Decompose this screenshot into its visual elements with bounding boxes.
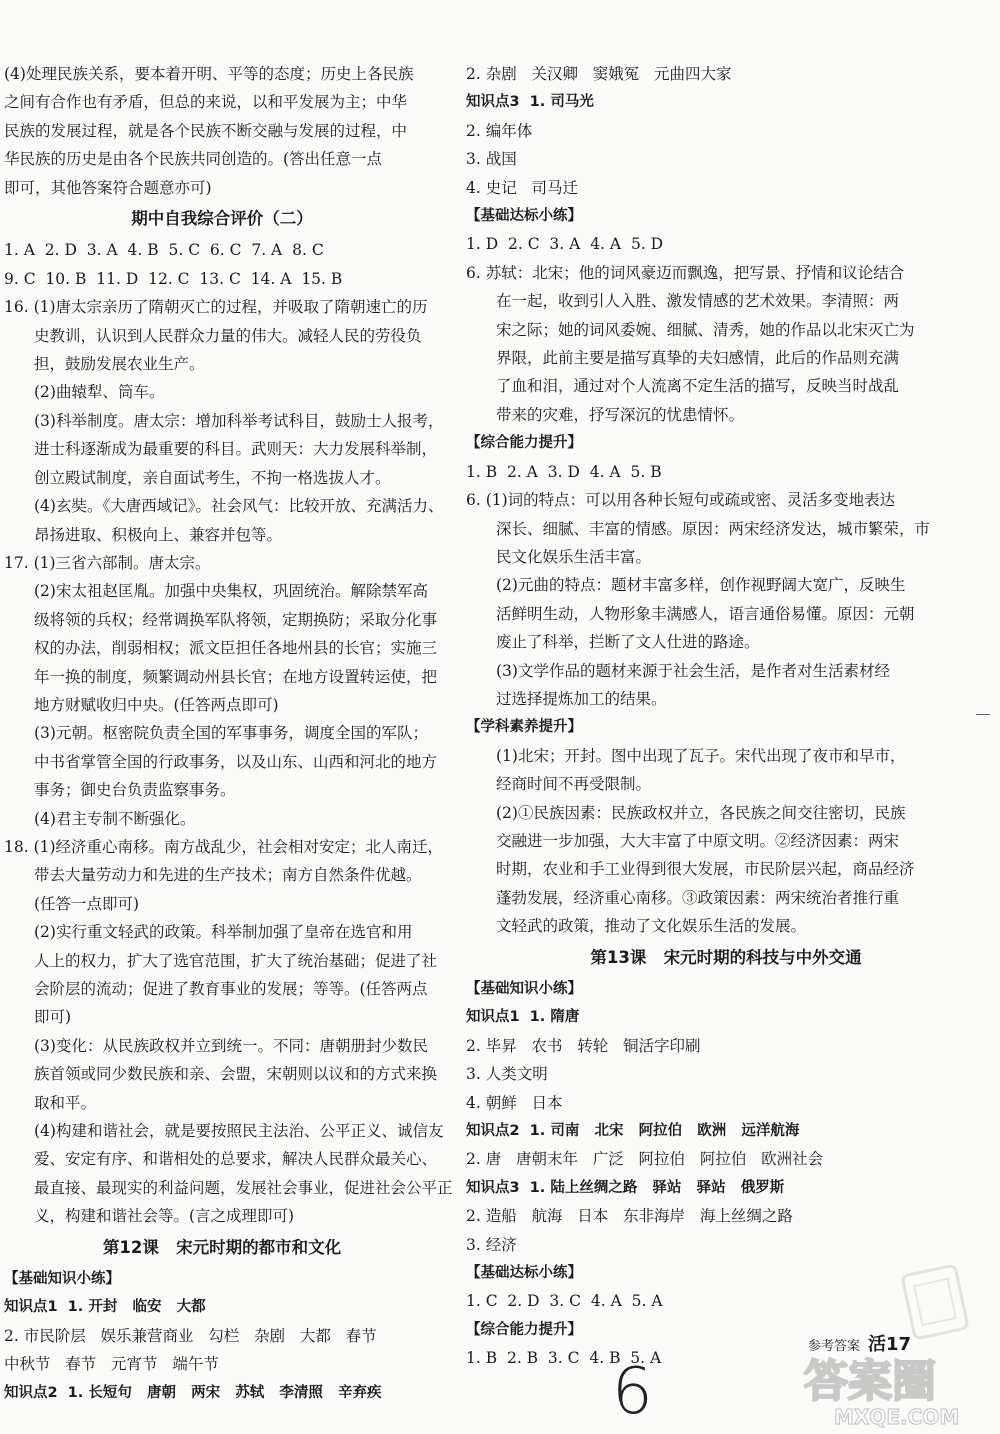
subsection-label: 【综合能力提升】 [466, 1321, 582, 1338]
knowledge-point-line: 知识点2 1. 长短句 唐朝 两宋 苏轼 李清照 辛弃疾 [4, 1384, 382, 1401]
margin-mark [976, 714, 990, 715]
answer-line: 6. 苏轼：北宋；他的词风豪迈而飘逸，把写景、抒情和议论结合 [466, 263, 905, 282]
answer-line: 3. 经济 [466, 1235, 517, 1254]
section-heading: 第12课 宋元时期的都市和文化 [102, 1237, 342, 1257]
watermark-title: 答案圈 [804, 1356, 936, 1407]
answer-line: 即可，其他答案符合题意亦可) [4, 178, 212, 197]
answer-line: 1. A 2. D 3. A 4. B 5. C 6. C 7. A 8. C [4, 241, 324, 260]
answer-line: 族首领或同少数民族和亲、会盟，宋朝则以议和的方式来换 [34, 1065, 438, 1084]
answer-line: 事务；御史台负责监察事务。 [34, 781, 236, 800]
knowledge-point-line: 知识点2 1. 司南 北宋 阿拉伯 欧洲 远洋航海 [466, 1123, 800, 1140]
answer-line: 带去大量劳动力和先进的生产技术；南方自然条件优越。 [34, 866, 422, 885]
answer-line: 民文化娱乐生活丰富。 [496, 547, 652, 566]
answer-line: 宋之际；她的词风委婉、细腻、清秀，她的作品以北宋灭亡为 [496, 320, 915, 339]
answer-line: 义，构建和谐社会等。(言之成理即可) [34, 1207, 295, 1226]
answer-line: 交融进一步加强，大大丰富了中原文明。②经济因素：两宋 [496, 831, 900, 850]
answer-line: 即可) [34, 1008, 72, 1027]
subsection-label: 【学科素养提升】 [466, 719, 582, 736]
right-column [466, 60, 986, 1373]
answer-line: 9. C 10. B 11. D 12. C 13. C 14. A 15. B [4, 269, 343, 288]
answer-line: 蓬勃发展，经济重心南移。③政策因素：两宋统治者推行重 [496, 888, 900, 907]
answer-line: (2)曲辕犁、筒车。 [34, 383, 165, 402]
page-number: 活17 [868, 1334, 912, 1355]
answer-line: 1. D 2. C 3. A 4. A 5. D [466, 235, 664, 254]
answer-line: (2)①民族因素：民族政权并立，各民族之间交往密切，民族 [496, 803, 906, 822]
subsection-label: 【基础知识小练】 [466, 981, 582, 997]
answer-line: 2. 杂剧 关汉卿 窦娥冤 元曲四大家 [466, 65, 732, 83]
knowledge-point-line: 知识点3 1. 陆上丝绸之路 驿站 驿站 俄罗斯 [466, 1179, 785, 1196]
answer-line: 华民族的历史是由各个民族共同创造的。(答出任意一点 [4, 150, 383, 169]
answer-line: 2. 市民阶层 娱乐兼营商业 勾栏 杂剧 大都 春节 [4, 1326, 377, 1345]
answer-line: (3)文学作品的题材来源于社会生活，是作者对生活素材经 [496, 661, 890, 680]
answer-line: 取和平。 [34, 1093, 97, 1112]
answer-line: 16. (1)唐太宗亲历了隋朝灭亡的过程，并吸取了隋朝速亡的历 [4, 298, 428, 317]
answer-line: 3. 战国 [466, 150, 517, 169]
answer-line: 6. (1)词的特点：可以用各种长短句或疏或密、灵活多变地表达 [466, 491, 896, 510]
knowledge-point-line: 知识点1 1. 开封 临安 大都 [4, 1299, 206, 1316]
answer-line: 史教训，认识到人民群众力量的伟大。减轻人民的劳役负 [34, 326, 422, 345]
answer-line: 活鲜明生动，人物形象丰满感人，语言通俗易懂。原因：元朝 [496, 604, 915, 623]
answer-line: 会阶层的流动；促进了教育事业的发展；等等。(任答两点 [34, 980, 428, 998]
knowledge-point-line: 知识点3 1. 司马光 [466, 94, 594, 111]
answer-line: (任答一点即可) [34, 894, 140, 913]
answer-line: 1. C 2. D 3. C 4. A 5. A [466, 1292, 663, 1311]
answer-line: 过选择提炼加工的结果。 [496, 689, 667, 708]
answer-line: 18. (1)经济重心南移。南方战乱少，社会相对安定；北人南迁， [4, 837, 444, 856]
subsection-label: 【基础达标小练】 [466, 208, 582, 225]
footer-label: 参考答案 [808, 1339, 861, 1354]
subsection-label: 【基础知识小练】 [4, 1271, 120, 1288]
answer-line: 在一起，收到引人入胜、激发情感的艺术效果。李清照：两 [496, 292, 900, 311]
answer-line: (2)宋太祖赵匡胤。加强中央集权，巩固统治。解除禁军高 [34, 582, 428, 601]
answer-line: 权的办法，削弱相权；派文臣担任各地州县的长官；实施三 [34, 639, 438, 658]
answer-line: 爱、安定有序、和谐相处的总要求，解决人民群众最关心、 [34, 1150, 438, 1169]
watermark-domain: MXQE.COM [834, 1405, 960, 1429]
answer-line: 1. B 2. A 3. D 4. A 5. B [466, 462, 662, 481]
answer-line: 了血和泪，通过对个人流离不定生活的描写，反映当时战乱 [496, 377, 900, 396]
answer-line: 人上的权力，扩大了选官范围，扩大了统治基础；促进了社 [34, 951, 438, 970]
answer-line: (4)玄奘。《大唐西域记》。社会风气：比较开放、充满活力、 [34, 497, 444, 516]
answer-line: 4. 朝鲜 日本 [466, 1093, 563, 1112]
answer-line: (4)处理民族关系，要本着开明、平等的态度；历史上各民族 [4, 65, 414, 83]
answer-line: 进士科逐渐成为最重要的科目。武则天：大力发展科举制， [34, 440, 438, 459]
answer-line: 2. 毕昇 农书 转轮 铜活字印刷 [466, 1036, 701, 1055]
answer-line: 年一换的制度，频繁调动州县长官；在地方设置转运使，把 [34, 667, 438, 686]
left-column [4, 60, 453, 1407]
answer-line: 民族的发展过程，就是各个民族不断交融与发展的过程，中 [4, 121, 408, 140]
answer-line: 界限，此前主要是描写真挚的夫妇感情，此后的作品则充满 [496, 349, 900, 368]
answer-line: 深长、细腻、丰富的情感。原因：两宋经济发达，城市繁荣，市 [496, 519, 931, 538]
answer-line: (3)科举制度。唐太宗：增加科举考试科目，鼓励士人报考， [34, 411, 444, 430]
answer-line: 中书省掌管全国的行政事务，以及山东、山西和河北的地方 [34, 752, 438, 771]
subsection-label: 【基础达标小练】 [466, 1265, 582, 1282]
answer-line: 2. 造船 航海 日本 东非海岸 海上丝绸之路 [466, 1207, 793, 1226]
subsection-label: 【综合能力提升】 [466, 435, 582, 452]
answer-line: 经商时间不再受限制。 [496, 775, 652, 794]
answer-line: 2. 唐 唐朝末年 广泛 阿拉伯 阿拉伯 欧洲社会 [466, 1150, 824, 1169]
answer-line: (1)北宋；开封。图中出现了瓦子。宋代出现了夜市和早市， [496, 746, 906, 765]
answer-line: 昂扬进取、积极向上、兼容并包等。 [34, 525, 283, 544]
answer-line: 废止了科举，拦断了文人仕进的路途。 [496, 633, 760, 652]
answer-line: 之间有合作也有矛盾，但总的来说，以和平发展为主；中华 [4, 93, 408, 112]
answer-line: 地方财赋收归中央。(任答两点即可) [34, 695, 279, 714]
answer-line: 担，鼓励发展农业生产。 [34, 355, 205, 374]
answer-line: 4. 史记 司马迁 [466, 178, 578, 197]
answer-line: 17. (1)三省六部制。唐太宗。 [4, 553, 211, 572]
answer-line: 带来的灾难，抒写深沉的忧患情怀。 [496, 405, 745, 424]
answer-line: (2)实行重文轻武的政策。科举制加强了皇帝在选官和用 [34, 923, 413, 942]
answer-line: 最直接、最现实的利益问题，发展社会事业，促进社会公平正 [34, 1178, 453, 1197]
answer-line: 3. 人类文明 [466, 1065, 548, 1084]
answer-line: 文轻武的政策，推动了文化娱乐生活的发展。 [496, 917, 807, 936]
watermark-logo [794, 1344, 994, 1430]
answer-line: 1. B 2. B 3. C 4. B 5. A [466, 1349, 662, 1368]
answer-line: 中秋节 春节 元宵节 端午节 [4, 1355, 219, 1374]
section-heading: 第13课 宋元时期的科技与中外交通 [590, 947, 862, 967]
answer-line: 级将领的兵权；经常调换军队将领，定期换防；采取分化事 [34, 610, 438, 629]
handwritten-number: 6 [612, 1355, 653, 1429]
answer-line: (4)君主专制不断强化。 [34, 809, 196, 828]
answer-line: 2. 编年体 [466, 121, 533, 140]
answer-line: 创立殿试制度，亲自面试考生，不拘一格选拔人才。 [34, 468, 391, 487]
answer-line: (4)构建和谐社会，就是要按照民主法治、公平正义、诚信友 [34, 1122, 444, 1141]
answer-line: 时期，农业和手工业得到很大发展，市民阶层兴起，商品经济 [496, 860, 915, 879]
answer-line: (3)元朝。枢密院负责全国的军事事务，调度全国的军队； [34, 724, 428, 743]
answer-line: (3)变化：从民族政权并立到统一。不同：唐朝册封少数民 [34, 1036, 428, 1055]
answer-line: (2)元曲的特点：题材丰富多样，创作视野阔大宽广，反映生 [496, 576, 906, 595]
section-heading: 期中自我综合评价（二） [131, 209, 313, 229]
knowledge-point-line: 知识点1 1. 隋唐 [466, 1009, 580, 1026]
